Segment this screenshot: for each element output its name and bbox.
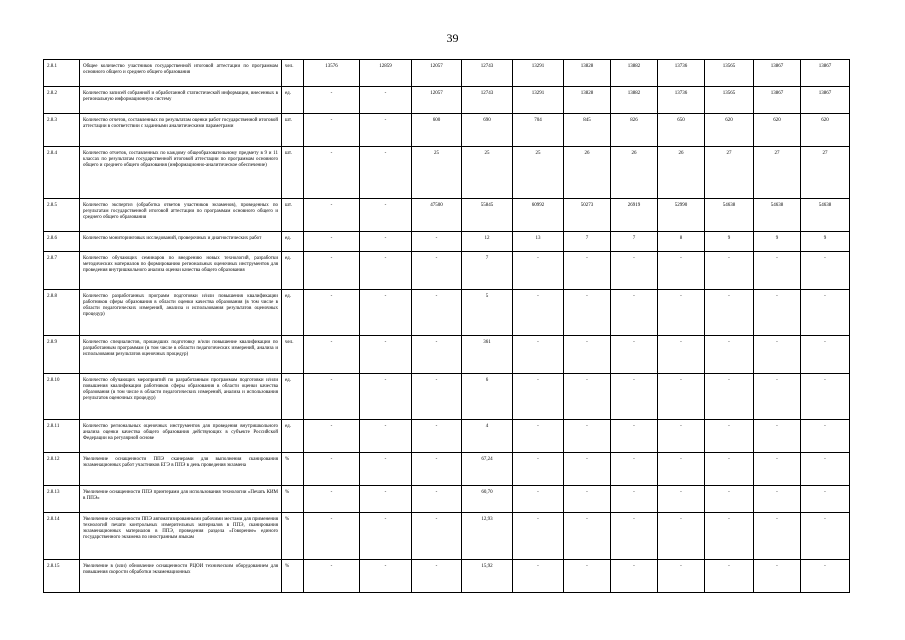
- row-value: -: [304, 513, 360, 560]
- row-value: -: [360, 560, 412, 593]
- row-value: 13291: [513, 87, 564, 114]
- row-value: -: [705, 453, 754, 486]
- row-value: 12859: [360, 60, 412, 87]
- row-code: 2.8.1: [44, 60, 80, 87]
- row-unit: %: [282, 513, 304, 560]
- row-value: 13828: [564, 60, 611, 87]
- row-value: 8: [658, 232, 705, 252]
- row-code: 2.8.10: [44, 374, 80, 420]
- row-value: -: [611, 560, 658, 593]
- row-value: -: [754, 486, 801, 513]
- row-value: 52990: [658, 199, 705, 232]
- row-value: -: [754, 336, 801, 374]
- row-value: 54638: [754, 199, 801, 232]
- row-value: -: [304, 114, 360, 147]
- row-value: -: [304, 252, 360, 290]
- row-value: 12,93: [462, 513, 513, 560]
- row-value: 12057: [412, 87, 462, 114]
- row-value: -: [801, 560, 850, 593]
- row-value: 7: [564, 232, 611, 252]
- row-unit: ед.: [282, 374, 304, 420]
- row-value: -: [801, 374, 850, 420]
- row-description: Увеличение оснащенности ППЭ сканерами для выполнения сканирования экзаменационных работ участников ЕГЭ в ППЭ в день проведения экзамена: [80, 453, 282, 486]
- row-value: -: [754, 374, 801, 420]
- row-description: Общее количество участников государственной итоговой аттестации по программам основного общего и среднего общего образования: [80, 60, 282, 87]
- row-value: -: [754, 420, 801, 453]
- row-value: -: [304, 232, 360, 252]
- row-unit: шт.: [282, 147, 304, 199]
- row-value: -: [754, 252, 801, 290]
- row-value: 9: [801, 232, 850, 252]
- row-value: -: [513, 560, 564, 593]
- row-value: -: [304, 560, 360, 593]
- row-value: 26919: [611, 199, 658, 232]
- row-description: Увеличение оснащенности ППЭ автоматизированными рабочими местами для применения технологий печати контрольных измерительных материалов в ППЭ, сканирования экзаменационных материалов в ППЭ, проведения раздела «Говорение» единого государственного экзамена по иностранным языкам: [80, 513, 282, 560]
- row-value: -: [801, 252, 850, 290]
- row-description: Количество специалистов, прошедших подготовку и/или повышение квалификации по разработанным программам (в том числе в области педагогических измерений, анализа и использования результатов оценочных процедур): [80, 336, 282, 374]
- table-row: [44, 374, 850, 420]
- row-value: -: [412, 560, 462, 593]
- row-value: -: [513, 420, 564, 453]
- row-value: 13867: [754, 60, 801, 87]
- row-value: -: [611, 486, 658, 513]
- row-unit: ед.: [282, 232, 304, 252]
- row-value: -: [304, 199, 360, 232]
- row-value: -: [304, 486, 360, 513]
- row-value: -: [658, 560, 705, 593]
- row-value: 690: [462, 114, 513, 147]
- row-value: -: [611, 513, 658, 560]
- row-value: -: [360, 87, 412, 114]
- row-value: 27: [801, 147, 850, 199]
- row-value: 13576: [304, 60, 360, 87]
- row-value: -: [611, 374, 658, 420]
- row-value: -: [360, 513, 412, 560]
- row-code: 2.8.2: [44, 87, 80, 114]
- row-description: Количество обучающих мероприятий по разработанным программам подготовки и/или повышения квалификации работников сферы образования в области оценки качества образования (в том числе в области педагогических измерений, анализа и использования результатов оценочных процедур): [80, 374, 282, 420]
- row-description: Количество обучающих семинаров по внедрению новых технологий, разработки методических материалов по формированию региональных оценочных инструментов для проведения внутришкольного анализа оценки качества общего образования: [80, 252, 282, 290]
- row-value: 13291: [513, 60, 564, 87]
- row-code: 2.8.9: [44, 336, 80, 374]
- row-value: -: [801, 513, 850, 560]
- table-row: [44, 336, 850, 374]
- row-value: -: [658, 336, 705, 374]
- row-value: 12743: [462, 87, 513, 114]
- row-value: 620: [801, 114, 850, 147]
- row-value: -: [564, 252, 611, 290]
- row-value: -: [304, 453, 360, 486]
- row-value: 704: [513, 114, 564, 147]
- table-row: [44, 252, 850, 290]
- table-row: [44, 114, 850, 147]
- row-value: 13867: [754, 87, 801, 114]
- row-value: -: [360, 290, 412, 336]
- row-value: -: [360, 252, 412, 290]
- row-value: 13736: [658, 60, 705, 87]
- row-value: 826: [611, 114, 658, 147]
- row-value: 9: [705, 232, 754, 252]
- row-value: -: [513, 374, 564, 420]
- row-value: -: [360, 453, 412, 486]
- table-row: [44, 290, 850, 336]
- row-value: -: [754, 290, 801, 336]
- table-row: [44, 60, 850, 87]
- row-code: 2.8.3: [44, 114, 80, 147]
- row-value: -: [360, 199, 412, 232]
- table-row: [44, 420, 850, 453]
- row-value: -: [658, 513, 705, 560]
- row-description: Количество экспертиз (обработка ответов участников экзаменов), проведенных по результатам государственной итоговой аттестации по программам основного общего и среднего общего образования: [80, 199, 282, 232]
- table-row: [44, 232, 850, 252]
- row-value: -: [658, 420, 705, 453]
- row-unit: %: [282, 453, 304, 486]
- row-value: -: [564, 513, 611, 560]
- row-value: -: [705, 486, 754, 513]
- row-unit: чел.: [282, 336, 304, 374]
- row-description: Количество мониторинговых исследований, проверочных и диагностических работ: [80, 232, 282, 252]
- row-value: 25: [462, 147, 513, 199]
- row-code: 2.8.12: [44, 453, 80, 486]
- row-value: 13882: [611, 87, 658, 114]
- table-row: [44, 513, 850, 560]
- row-value: -: [360, 232, 412, 252]
- row-code: 2.8.11: [44, 420, 80, 453]
- row-value: -: [754, 513, 801, 560]
- row-value: 54638: [705, 199, 754, 232]
- row-value: 50273: [564, 199, 611, 232]
- row-value: 15,92: [462, 560, 513, 593]
- row-value: 650: [658, 114, 705, 147]
- row-value: 6: [462, 374, 513, 420]
- page-number: 39: [446, 31, 459, 45]
- row-value: -: [412, 336, 462, 374]
- row-value: -: [754, 453, 801, 486]
- row-description: Количество разработанных программ подготовки и/или повышения квалификации работников сферы образования в области оценки качества образования (в том числе в области педагогических измерений, анализа и использования результатов оценочных процедур): [80, 290, 282, 336]
- row-value: -: [360, 374, 412, 420]
- row-value: -: [564, 290, 611, 336]
- row-value: 27: [754, 147, 801, 199]
- row-value: 54638: [801, 199, 850, 232]
- row-value: -: [513, 513, 564, 560]
- row-code: 2.8.5: [44, 199, 80, 232]
- row-value: -: [513, 290, 564, 336]
- row-code: 2.8.6: [44, 232, 80, 252]
- table-row: [44, 87, 850, 114]
- row-value: -: [611, 290, 658, 336]
- row-unit: ед.: [282, 290, 304, 336]
- row-value: -: [360, 147, 412, 199]
- row-value: -: [705, 374, 754, 420]
- row-code: 2.8.4: [44, 147, 80, 199]
- row-value: -: [611, 336, 658, 374]
- row-value: -: [304, 374, 360, 420]
- row-value: -: [801, 336, 850, 374]
- row-value: -: [304, 87, 360, 114]
- row-value: -: [304, 147, 360, 199]
- row-value: -: [564, 420, 611, 453]
- row-value: -: [658, 453, 705, 486]
- row-unit: %: [282, 560, 304, 593]
- table-row: [44, 199, 850, 232]
- row-value: -: [801, 486, 850, 513]
- row-value: 12057: [412, 60, 462, 87]
- row-description: Количество региональных оценочных инструментов для проведения внутришкольного анализа оценки качества общего образования действующих в субъекте Российской Федерации на регулярной основе: [80, 420, 282, 453]
- table-row: [44, 560, 850, 593]
- row-value: -: [658, 252, 705, 290]
- row-value: 13565: [705, 87, 754, 114]
- row-unit: %: [282, 486, 304, 513]
- row-value: -: [658, 486, 705, 513]
- row-unit: ед.: [282, 252, 304, 290]
- row-value: 13867: [801, 87, 850, 114]
- row-value: 26: [658, 147, 705, 199]
- row-unit: шт.: [282, 199, 304, 232]
- row-value: -: [801, 420, 850, 453]
- row-value: -: [658, 290, 705, 336]
- row-value: 67,24: [462, 453, 513, 486]
- row-value: 12: [462, 232, 513, 252]
- row-value: -: [611, 420, 658, 453]
- row-unit: шт.: [282, 114, 304, 147]
- row-value: -: [801, 290, 850, 336]
- row-value: -: [705, 336, 754, 374]
- row-value: -: [360, 486, 412, 513]
- row-value: 13: [513, 232, 564, 252]
- row-value: -: [513, 453, 564, 486]
- row-value: -: [360, 336, 412, 374]
- row-value: -: [564, 486, 611, 513]
- row-value: -: [513, 486, 564, 513]
- row-unit: ед.: [282, 420, 304, 453]
- row-value: -: [564, 336, 611, 374]
- row-value: 25: [412, 147, 462, 199]
- row-value: 26: [611, 147, 658, 199]
- row-code: 2.8.15: [44, 560, 80, 593]
- row-description: Увеличение оснащенности ППЭ принтерами для использования технологии «Печать КИМ в ППЭ»: [80, 486, 282, 513]
- row-code: 2.8.14: [44, 513, 80, 560]
- indicators-table: [43, 59, 850, 593]
- row-value: 25: [513, 147, 564, 199]
- row-description: Увеличение в (или) обновление оснащенности РЦОИ техническим оборудованием для повышения скорости обработки экзаменационных: [80, 560, 282, 593]
- row-description: Количество отчетов, составленных по каждому общеобразовательному предмету в 9 и 11 классах по результатам государственной итоговой аттестации по программам основного общего и среднего общего образования (информационно-аналитическое обеспечение): [80, 147, 282, 199]
- row-value: -: [611, 453, 658, 486]
- row-unit: чел.: [282, 60, 304, 87]
- table-row: [44, 453, 850, 486]
- row-value: 26: [564, 147, 611, 199]
- row-unit: ед.: [282, 87, 304, 114]
- row-value: 47500: [412, 199, 462, 232]
- row-value: 60,70: [462, 486, 513, 513]
- row-value: 13736: [658, 87, 705, 114]
- row-code: 2.8.8: [44, 290, 80, 336]
- row-value: 4: [462, 420, 513, 453]
- row-value: -: [658, 374, 705, 420]
- row-value: -: [412, 374, 462, 420]
- row-value: 361: [462, 336, 513, 374]
- row-description: Количество отчетов, составленных по результатам оценки работ государственной итоговой аттестации в соответствии с заданными аналитическими параметрами: [80, 114, 282, 147]
- row-value: 13867: [801, 60, 850, 87]
- row-value: -: [513, 252, 564, 290]
- row-value: -: [705, 513, 754, 560]
- row-value: 620: [705, 114, 754, 147]
- row-value: -: [564, 453, 611, 486]
- row-description: Количество записей собранной и обработанной статистической информации, внесенных в региональную информационную систему: [80, 87, 282, 114]
- row-value: -: [412, 453, 462, 486]
- row-value: -: [705, 420, 754, 453]
- row-value: -: [412, 486, 462, 513]
- row-value: 13828: [564, 87, 611, 114]
- row-value: -: [412, 513, 462, 560]
- row-value: -: [705, 290, 754, 336]
- row-code: 2.8.13: [44, 486, 80, 513]
- row-value: 5: [462, 290, 513, 336]
- row-value: 7: [462, 252, 513, 290]
- row-value: -: [801, 453, 850, 486]
- row-value: 845: [564, 114, 611, 147]
- row-value: -: [360, 114, 412, 147]
- row-value: 27: [705, 147, 754, 199]
- row-value: -: [304, 420, 360, 453]
- row-value: -: [754, 560, 801, 593]
- row-value: -: [412, 252, 462, 290]
- table-row: [44, 147, 850, 199]
- row-value: -: [360, 420, 412, 453]
- row-value: -: [564, 560, 611, 593]
- row-value: -: [705, 252, 754, 290]
- row-value: 7: [611, 232, 658, 252]
- row-value: 620: [754, 114, 801, 147]
- row-value: -: [412, 290, 462, 336]
- row-value: -: [412, 232, 462, 252]
- row-value: 60992: [513, 199, 564, 232]
- row-value: -: [564, 374, 611, 420]
- row-value: 13565: [705, 60, 754, 87]
- row-value: -: [611, 252, 658, 290]
- row-value: -: [304, 336, 360, 374]
- row-value: 9: [754, 232, 801, 252]
- row-value: -: [412, 420, 462, 453]
- table-row: [44, 486, 850, 513]
- row-value: 55845: [462, 199, 513, 232]
- row-code: 2.8.7: [44, 252, 80, 290]
- row-value: 13882: [611, 60, 658, 87]
- row-value: -: [513, 336, 564, 374]
- row-value: -: [705, 560, 754, 593]
- row-value: 600: [412, 114, 462, 147]
- row-value: 12743: [462, 60, 513, 87]
- row-value: -: [304, 290, 360, 336]
